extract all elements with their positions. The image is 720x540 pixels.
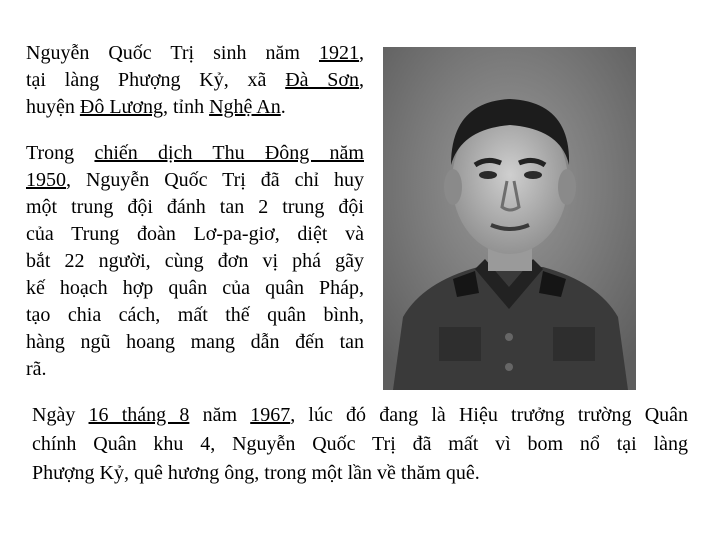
text-segment: năm: [189, 404, 251, 426]
text-segment: tại làng Phượng Kỷ, xã: [26, 69, 286, 91]
intro-paragraph: [26, 40, 364, 121]
text-line: [26, 94, 364, 121]
text-segment: Nguyễn Quốc Trị sinh năm: [26, 42, 319, 64]
portrait-illustration: [383, 47, 636, 390]
text-segment: của Trung đoàn Lơ-pa-giơ, diệt và: [26, 223, 364, 245]
text-line: [32, 459, 688, 488]
text-segment: một trung đội đánh tan 2 trung đội: [26, 196, 364, 218]
inline-link[interactable]: chiến dịch Thu Đông năm: [94, 142, 364, 164]
text-segment: .: [280, 96, 286, 118]
text-segment: , tỉnh: [162, 96, 210, 118]
text-line: [26, 167, 364, 194]
text-segment: Ngày: [32, 404, 89, 426]
inline-link[interactable]: 1921: [319, 42, 359, 64]
text-line: [26, 275, 364, 302]
text-line: [32, 430, 688, 459]
text-segment: huyện: [26, 96, 80, 118]
inline-link[interactable]: Đà Sơn: [285, 69, 359, 91]
text-segment: Trong: [26, 142, 95, 164]
text-segment: , lúc đó đang là Hiệu trưởng trường Quân: [290, 404, 689, 426]
death-paragraph: [32, 401, 688, 488]
text-line: [26, 221, 364, 248]
text-line: [26, 67, 364, 94]
text-line: [26, 302, 364, 329]
inline-link[interactable]: 1967: [250, 404, 291, 426]
portrait-photo: [383, 47, 636, 390]
inline-link[interactable]: 16 tháng 8: [88, 404, 190, 426]
text-segment: kế hoạch hợp quân của quân Pháp,: [26, 277, 364, 299]
text-line: [26, 40, 364, 67]
text-segment: ,: [359, 69, 364, 91]
text-segment: bắt 22 người, cùng đơn vị phá gãy: [26, 250, 364, 272]
text-line: [26, 356, 364, 383]
text-line: [26, 194, 364, 221]
inline-link[interactable]: 1950: [26, 169, 66, 191]
text-line: [26, 329, 364, 356]
text-segment: , Nguyễn Quốc Trị đã chỉ huy: [66, 169, 364, 191]
campaign-paragraph: [26, 140, 364, 383]
text-line: [26, 140, 364, 167]
inline-link[interactable]: Đô Lương: [79, 96, 163, 118]
text-segment: chính Quân khu 4, Nguyễn Quốc Trị đã mất vì bom nổ tại làng: [32, 433, 688, 455]
text-segment: rã.: [26, 358, 47, 380]
text-segment: ,: [359, 42, 364, 64]
text-line: [32, 401, 688, 430]
text-segment: Phượng Kỷ, quê hương ông, trong một lần về thăm quê.: [32, 462, 480, 484]
text-segment: tạo chia cách, mất thế quân bình,: [26, 304, 364, 326]
text-line: [26, 248, 364, 275]
inline-link[interactable]: Nghệ An: [209, 96, 281, 118]
text-segment: hàng ngũ hoang mang dẫn đến tan: [26, 331, 364, 353]
